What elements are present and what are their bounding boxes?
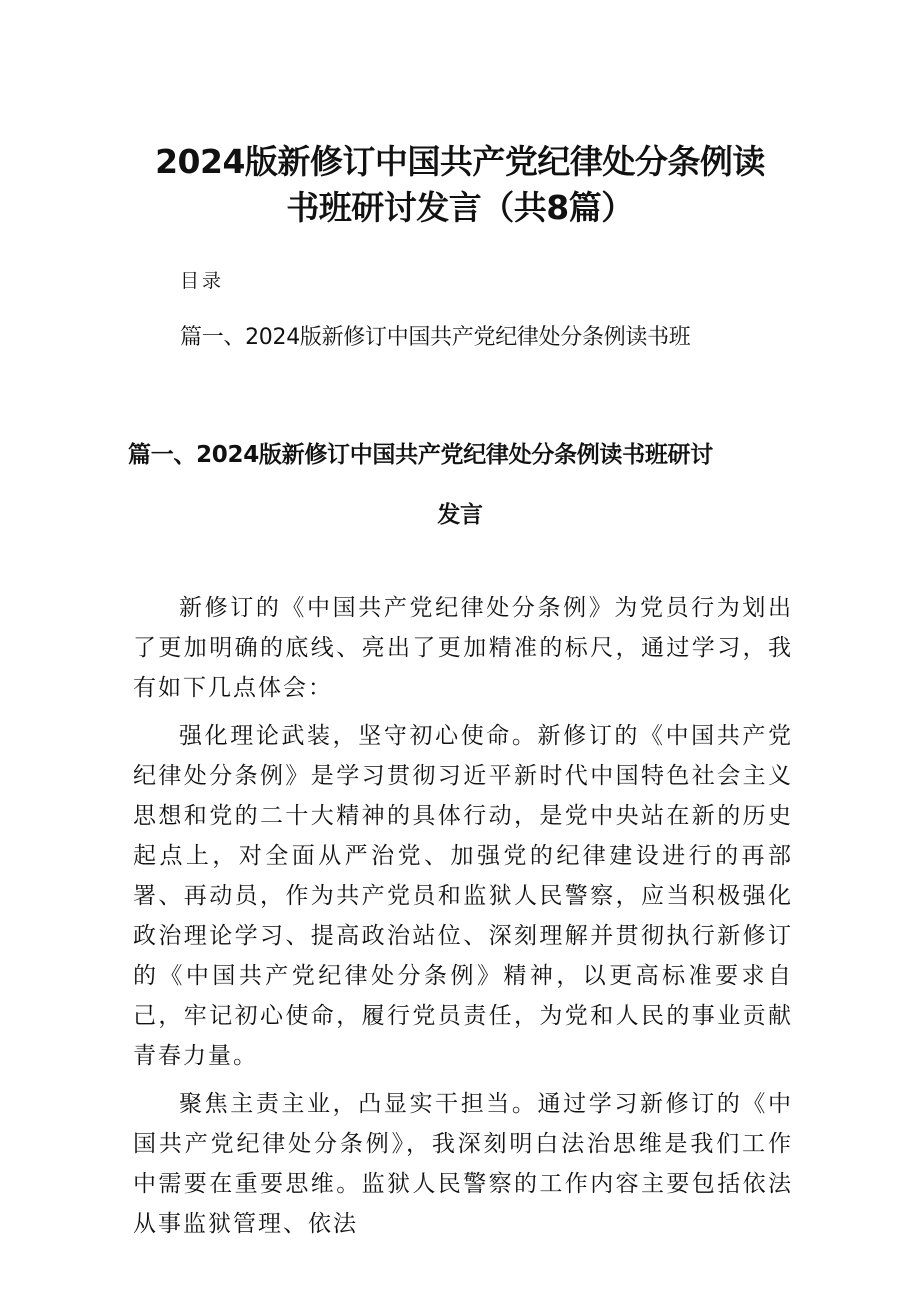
- section-title-line-2: 发言: [437, 502, 483, 528]
- toc-label: 目录: [180, 270, 225, 292]
- paragraph-intro: 新修订的《中国共产党纪律处分条例》为党员行为划出了更加明确的底线、亮出了更加精准的标尺，通过学习，我有如下几点体会：: [133, 595, 793, 701]
- paragraph-theory: 强化理论武装，坚守初心使命。新修订的《中国共产党纪律处分条例》是学习贯彻习近平新时代中国特色社会主义思想和党的二十大精神的具体行动，是党中央站在新的历史起点上，对全面从严治党、加强党的纪律建设进行的再部署、再动员，作为共产党员和监狱人民警察，应当积极强化政治理论学习、提高政治站位、深刻理解并贯彻执行新修订的《中国共产党纪律处分条例》精神，以更高标准要求自己，牢记初心使命，履行党员责任，为党和人民的事业贡献青春力量。: [133, 723, 793, 1069]
- paragraph-duty: 聚焦主责主业，凸显实干担当。通过学习新修订的《中国共产党纪律处分条例》，我深刻明白法治思维是我们工作中需要在重要思维。监狱人民警察的工作内容主要包括依法从事监狱管理、依法: [133, 1091, 793, 1237]
- document-title-line-2: 书班研讨发言（共8篇）: [286, 188, 634, 227]
- document-title-line-1: 2024版新修订中国共产党纪律处分条例读: [155, 142, 765, 181]
- toc-item-1[interactable]: 篇一、2024版新修订中国共产党纪律处分条例读书班: [180, 325, 691, 350]
- section-title-line-1: 篇一、2024版新修订中国共产党纪律处分条例读书班研讨: [128, 442, 713, 468]
- body-text: [133, 588, 793, 1252]
